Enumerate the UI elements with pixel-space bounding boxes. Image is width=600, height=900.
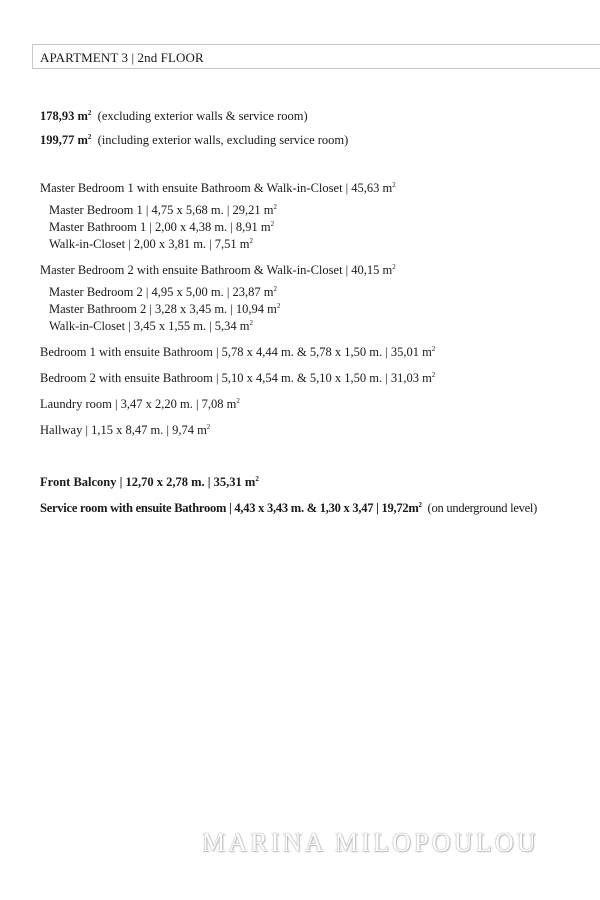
room-item: Master Bathroom 2 | 3,28 x 3,45 m. | 10,94 $m^2$ <box>49 302 281 316</box>
area-value: 178,93 m <box>40 109 88 123</box>
room-master-bedroom-1: Master Bedroom 1 with ensuite Bathroom & Walk-in-Closet | 45,63 $m^2$ <box>40 181 396 195</box>
room-item: Master Bedroom 2 | 4,95 x 5,00 m. | 23,87 $m^2$ <box>49 285 277 299</box>
room-item: Master Bedroom 1 | 4,75 x 5,68 m. | 29,21 $m^2$ <box>49 203 277 217</box>
front-balcony: Front Balcony | 12,70 x 2,78 m. | 35,31 $m^2$ <box>40 475 259 489</box>
room-laundry: Laundry room | 3,47 x 2,20 m. | 7,08 $m^2$ <box>40 397 240 411</box>
room-item: Master Bathroom 1 | 2,00 x 4,38 m. | 8,91 $m^2$ <box>49 220 275 234</box>
area-excluding <box>40 108 308 124</box>
page-title: APARTMENT 3 | 2nd FLOOR <box>40 50 204 65</box>
room-bedroom-1: Bedroom 1 with ensuite Bathroom | 5,78 x 4,44 m. & 5,78 x 1,50 m. | 35,01 $m^2$ <box>40 345 436 359</box>
area-including <box>40 132 348 148</box>
room-item: Walk-in-Closet | 3,45 x 1,55 m. | 5,34 $m^2$ <box>49 319 254 333</box>
service-room: Service room with ensuite Bathroom | 4,43 x 3,43 m. & 1,30 x 3,47 | $19,72m^2$ (on underground level) <box>40 501 538 515</box>
unit-superscript: 2 <box>87 109 92 117</box>
area-note: (excluding exterior walls & service room) <box>97 109 308 123</box>
page-header <box>32 44 600 69</box>
room-hallway: Hallway | 1,15 x 8,47 m. | 9,74 $m^2$ <box>40 423 211 437</box>
room-item: Walk-in-Closet | 2,00 x 3,81 m. | 7,51 $m^2$ <box>49 237 254 251</box>
area-value: 199,77 m <box>40 133 88 147</box>
brand-logo: MARINA MILOPOULOU <box>202 828 539 857</box>
service-room-note: (on underground level) <box>427 501 538 515</box>
room-bedroom-2: Bedroom 2 with ensuite Bathroom | 5,10 x 4,54 m. & 5,10 x 1,50 m. | 31,03 $m^2$ <box>40 371 436 385</box>
unit-superscript: 2 <box>87 133 92 141</box>
room-master-bedroom-2: Master Bedroom 2 with ensuite Bathroom & Walk-in-Closet | 40,15 $m^2$ <box>40 263 396 277</box>
area-note: (including exterior walls, excluding service room) <box>97 133 349 147</box>
